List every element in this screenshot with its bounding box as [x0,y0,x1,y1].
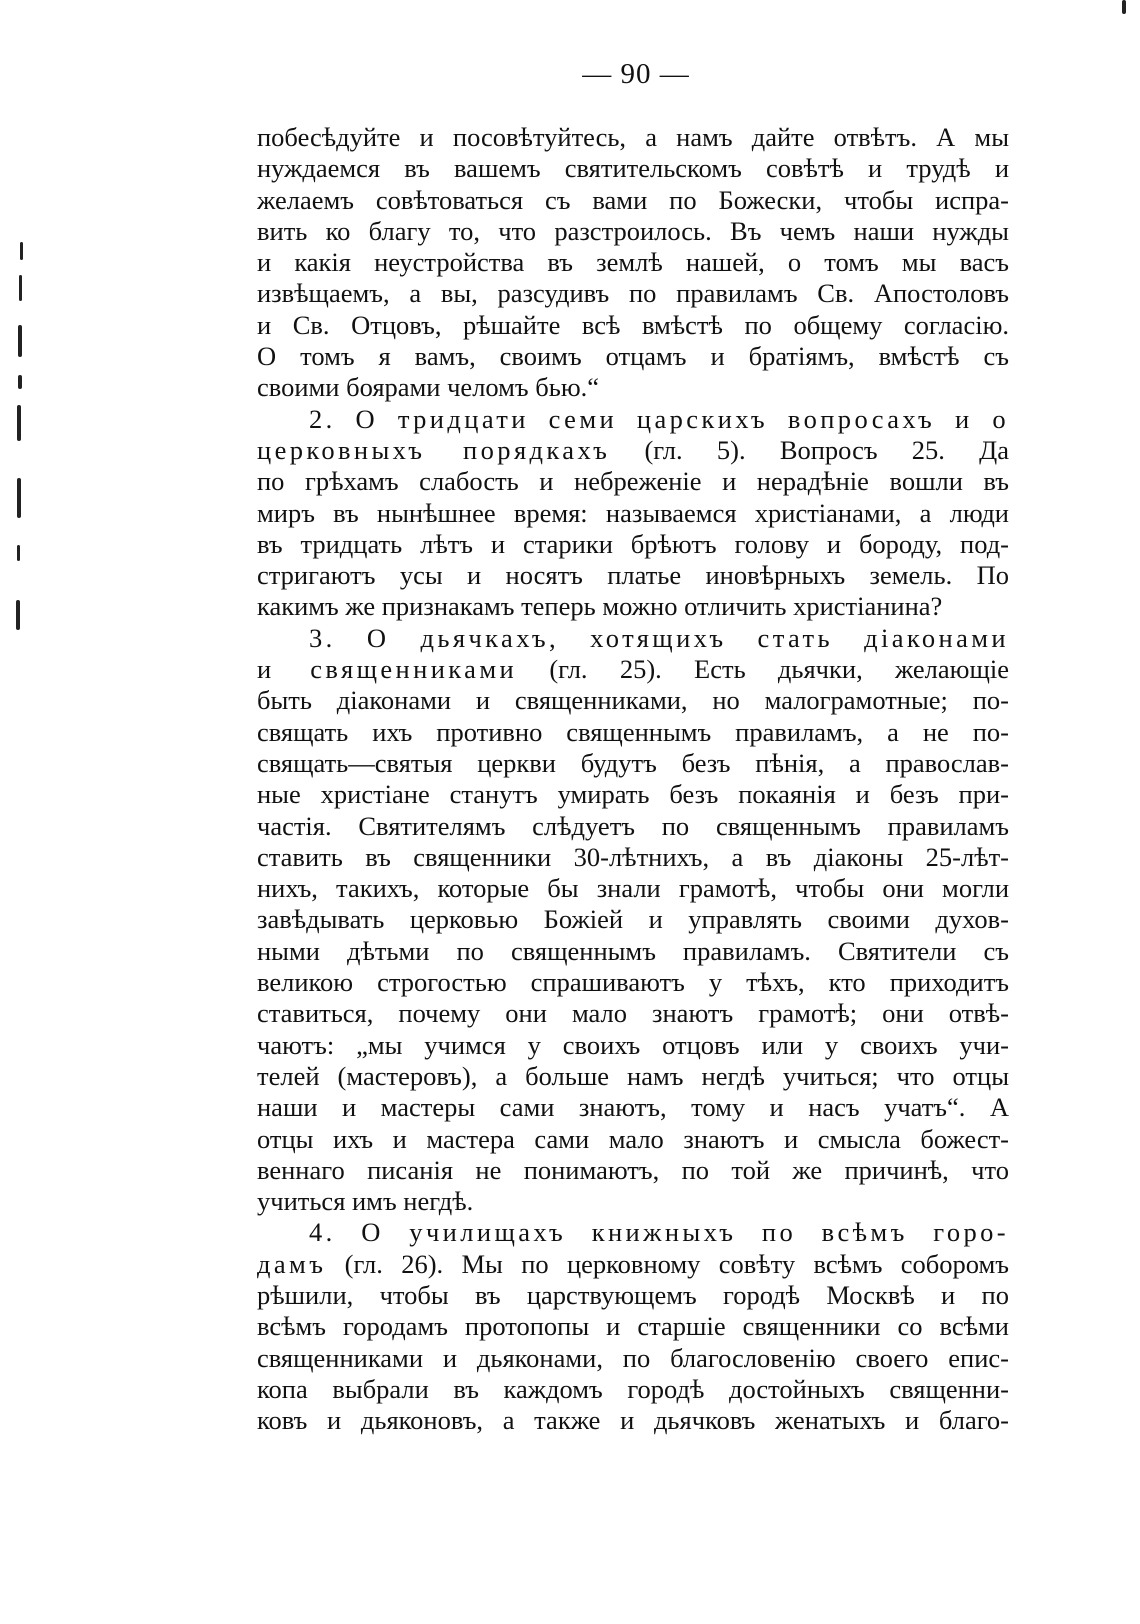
scan-mark [17,545,20,561]
text-line: вить ко благу то, что разстроилось. Въ чемъ наши нужды [257,215,1009,246]
scan-mark [20,242,23,260]
text-line: и Св. Отцовъ, рѣшайте всѣ вмѣстѣ по общему согласію. [257,309,1009,340]
section-heading-2-cont: церковныхъ порядкахъ [257,434,611,465]
section-heading-3: 3. О дьячкахъ, хотящихъ стать діаконами [309,622,1009,653]
heading-rest: (гл. 26). Мы по церковному совѣту всѣмъ соборомъ [326,1248,1009,1279]
text-line: нуждаемся въ вашемъ святительскомъ совѣтѣ и трудѣ и [257,153,1009,184]
text-line: телей (мастеровъ), а больше намъ негдѣ учиться; что отцы [257,1060,1009,1091]
text-line: въ тридцать лѣтъ и старики брѣютъ голову и бороду, под- [257,528,1009,559]
text-line: учиться имъ негдѣ. [257,1186,474,1217]
text-line [257,435,1009,466]
heading-rest: (гл. 5). Вопросъ 25. Да [610,434,1009,465]
text-line: копа выбрали въ каждомъ городѣ достойныхъ священни- [257,1373,1009,1404]
text-line: ными дѣтьми по священнымъ правиламъ. Святители съ [257,935,1009,966]
text-line: извѣщаемъ, а вы, разсудивъ по правиламъ Св. Апостоловъ [257,278,1009,309]
text-line: стригаютъ усы и носятъ платье иновѣрныхъ земель. По [257,560,1009,591]
text-line: миръ въ нынѣшнее время: называемся христіанами, а люди [257,497,1009,528]
heading-rest: (гл. 25). Есть дьячки, желающіе [517,654,1009,685]
text-line [257,1249,1009,1280]
text-line: желаемъ совѣтоваться съ вами по Божески, чтобы испра- [257,184,1009,215]
text-line: свящать—святыя церкви будутъ безъ пѣнія, а православ- [257,747,1009,778]
text-line: побесѣдуйте и посовѣтуйтесь, а намъ дайте отвѣтъ. А мы [257,122,1009,152]
text-line: чаютъ: „мы учимся у своихъ отцовъ или у своихъ учи- [257,1029,1009,1060]
body-text [257,122,1009,1436]
text-line: частія. Святителямъ слѣдуетъ по священнымъ правиламъ [257,810,1009,841]
page-number: — 90 — [582,58,690,90]
section-heading-4-cont: дамъ [257,1248,327,1279]
scan-mark [17,478,21,518]
text-line: быть діаконами и священниками, но малограмотные; по- [257,685,1009,716]
scan-mark [19,275,22,301]
scan-mark [18,375,22,389]
scan-mark [16,600,20,630]
scan-mark [17,405,21,441]
text-line: рѣшили, чтобы въ царствующемъ городѣ Москвѣ и по [257,1279,1009,1310]
section-heading-3-cont: и священниками [257,654,518,685]
text-line: отцы ихъ и мастера сами мало знаютъ и смысла божест- [257,1123,1009,1154]
text-line: нихъ, такихъ, которые бы знали грамотѣ, чтобы они могли [257,873,1009,904]
text-line [257,654,1009,685]
text-line: какимъ же признакамъ теперь можно отличить христіанина? [257,591,943,622]
text-line: О томъ я вамъ, своимъ отцамъ и братіямъ, вмѣстѣ съ [257,341,1009,372]
section-heading-2: 2. О тридцати семи царскихъ вопросахъ и о [309,403,1009,434]
text-line: великою строгостью спрашиваютъ у тѣхъ, кто приходитъ [257,967,1009,998]
text-line: свящать ихъ противно священнымъ правиламъ, а не по- [257,716,1009,747]
text-line: наши и мастеры сами знаютъ, тому и насъ учатъ“. А [257,1092,1009,1123]
text-line: по грѣхамъ слабость и небреженіе и нерадѣніе вошли въ [257,466,1009,497]
text-line: и какія неустройства въ землѣ нашей, о томъ мы васъ [257,247,1009,278]
text-line: ковъ и дьяконовъ, а также и дьячковъ женатыхъ и благо- [257,1405,1009,1436]
text-line: ные христіане станутъ умирать безъ покаянія и безъ при- [257,779,1009,810]
text-line: ставиться, почему они мало знаютъ грамотѣ; они отвѣ- [257,998,1009,1029]
text-line: священниками и дьяконами, по благословенію своего епис- [257,1342,1009,1373]
text-line: всѣмъ городамъ протопопы и старшіе священники со всѣми [257,1311,1009,1342]
scan-mark [1122,0,1126,14]
section-heading-4: 4. О училищахъ книжныхъ по всѣмъ горо- [309,1217,1009,1248]
text-line: ставить въ священники 30-лѣтнихъ, а въ діаконы 25-лѣт- [257,841,1009,872]
scan-mark [18,325,22,357]
text-line: завѣдывать церковью Божіей и управлять своими духов- [257,904,1009,935]
text-line: веннаго писанія не понимаютъ, по той же причинѣ, что [257,1154,1009,1185]
text-line: своими боярами челомъ бью.“ [257,372,600,403]
